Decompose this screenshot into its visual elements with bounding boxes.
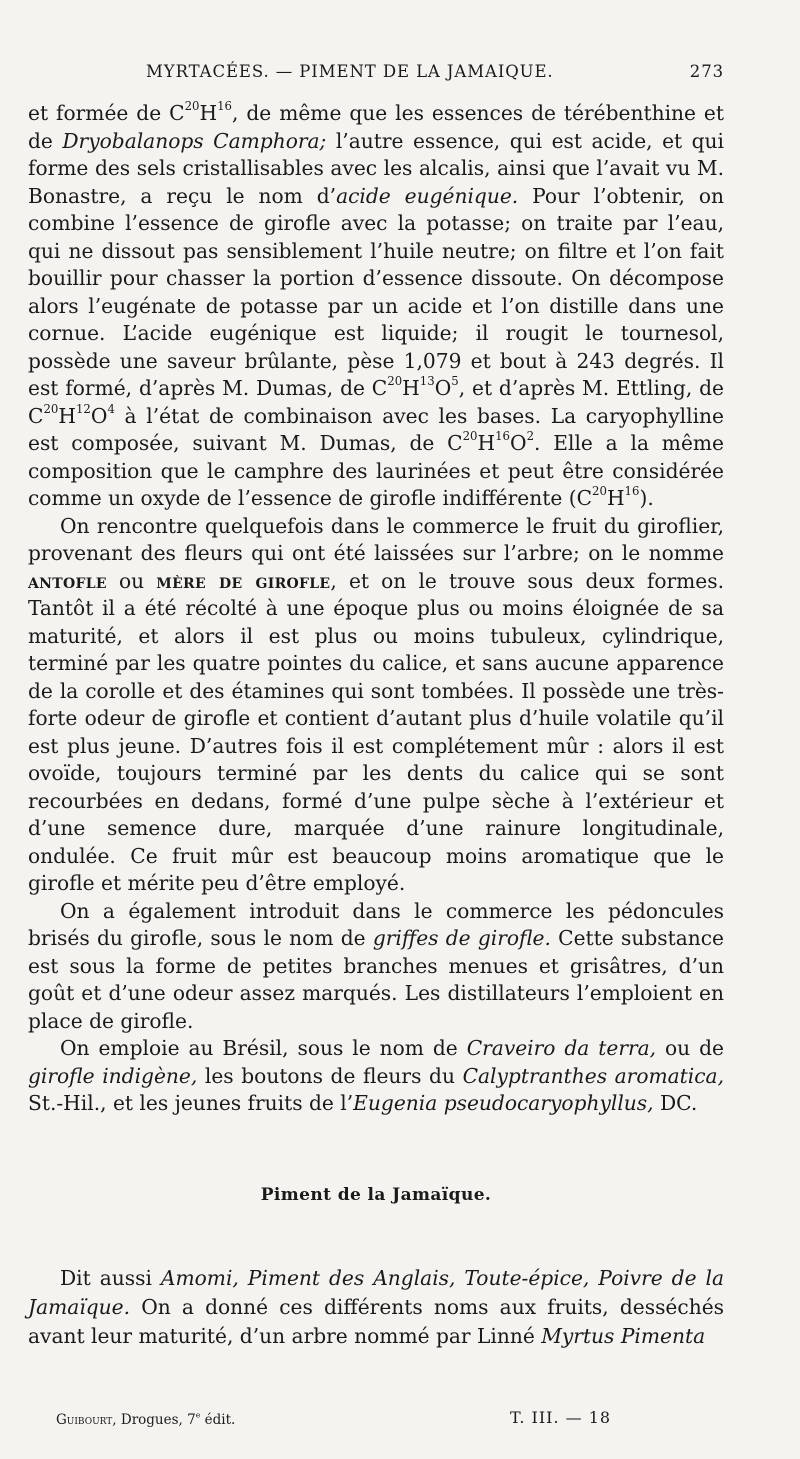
page-number: 273 xyxy=(689,62,724,81)
paragraph-antofle: On rencontre quelquefois dans le commerce le fruit du giroflier, provenant des fleurs qui ont été laissées sur l’arbre; on le nomme antofle ou mère de girofle, et on le trouve sous deux formes. Tantôt il a été récolté à une époque plus ou moins éloignée de sa maturité, et alors il est plus ou moins tubuleux, cylindrique, terminé par les quatre pointes du calice, et sans aucune apparence de la corolle et des étamines qui sont tombées. Il possède une très-forte odeur de girofle et contient d’autant plus d’huile volatile qu’il est plus jeune. D’autres fois il est complétement mûr : alors il est ovoïde, toujours terminé par les dents du calice qui se sont recourbées en dedans, formé d’une pulpe sèche à l’extérieur et d’une semence dure, marquée d’une rainure longitudinale, ondulée. Ce fruit mûr est beaucoup moins aromatique que le girofle et mérite peu d’être employé. xyxy=(28,513,724,895)
book-page xyxy=(28,0,724,1459)
footer-signature: T. III. — 18 xyxy=(510,1408,612,1427)
running-title: MYRTACÉES. — PIMENT DE LA JAMAIQUE. xyxy=(146,62,554,81)
paragraph-bresil: On emploie au Brésil, sous le nom de Craveiro da terra, ou de girofle indigène, les boutons de fleurs du Calyptranthes aromatica, St.-Hil., et les jeunes fruits de l’Eugenia pseudocaryophyllus, DC. xyxy=(28,1036,724,1115)
running-head xyxy=(28,62,724,88)
paragraph-chemistry: et formée de $C^{20}H^{16}$, de même que les essences de térébenthine et de Dryobalanops Camphora; l’autre essence, qui est acide, et qui forme des sels cristallisables avec les alcalis, ainsi que l’avait vu M. Bonastre, a reçu le nom d’acide eugénique. Pour l’obtenir, on combine l’essence de girofle avec la potasse; on traite par l’eau, qui ne dissout pas sensiblement l’huile neutre; on filtre et l’on fait bouillir pour chasser la portion d’essence dissoute. On décompose alors l’eugénate de potasse par un acide et l’on distille dans une cornue. L’acide eugénique est liquide; il rougit le tournesol, possède une saveur brûlante, pèse 1,079 et bout à 243 degrés. Il est formé, d’après M. Dumas, de $C^{20}H^{13}O^5$, et d’après M. Ettling, de $C^{20}H^{12}O^4$ à l’état de combinaison avec les bases. La caryophylline est composée, suivant M. Dumas, de $C^{20}H^{16}O^2$. Elle a la même composition que le camphre des laurinées et peut être considérée comme un oxyde de l’essence de girofle indifférente $(C^{20}H^{16})$. xyxy=(28,99,725,510)
page-footer xyxy=(28,1408,724,1432)
paragraph-piment: Dit aussi Amomi, Piment des Anglais, Toute-épice, Poivre de la Jamaïque. On a donné ces différents noms aux fruits, desséchés avant leur maturité, d’un arbre nommé par Linné Myrtus Pimenta xyxy=(28,1266,724,1348)
paragraph-griffes: On a également introduit dans le commerce les pédoncules brisés du girofle, sous le nom de griffes de girofle. Cette substance est sous la forme de petites branches menues et grisâtres, d’un goût et d’une odeur assez marqués. Les distillateurs l’emploient en place de girofle. xyxy=(28,898,725,1033)
section-heading: Piment de la Jamaïque. xyxy=(260,1185,492,1205)
section-body xyxy=(28,1264,724,1351)
footer-imprint: Guibourt, Drogues, 7e édit. xyxy=(56,1410,236,1428)
body-text xyxy=(28,100,724,1118)
